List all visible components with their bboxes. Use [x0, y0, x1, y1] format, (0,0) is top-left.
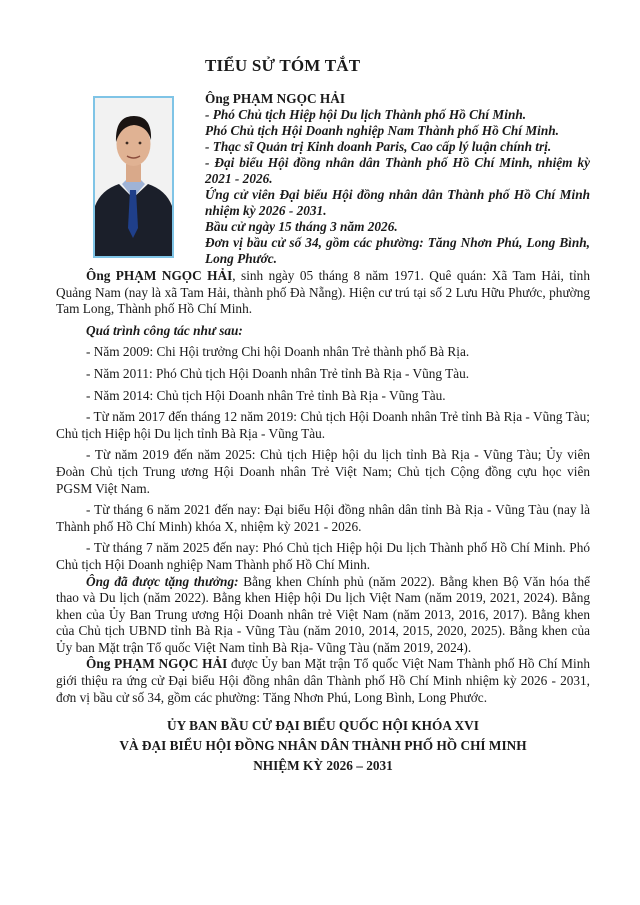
- work-item: - Từ năm 2019 đến năm 2025: Chủ tịch Hiệp hội du lịch tỉnh Bà Rịa - Vũng Tàu; Ủy viên Đoàn Chủ tịch Trung ương Hội Doanh nhân Trẻ Việt Nam; Chủ tịch Cộng đồng cựu học viên PGSM Việt Nam.: [56, 447, 590, 496]
- summary-line: - Phó Chủ tịch Hiệp hội Du lịch Thành phố Hồ Chí Minh.: [205, 107, 527, 122]
- committee-line: NHIỆM KỲ 2026 – 2031: [253, 758, 393, 773]
- intro-name: Ông PHẠM NGỌC HẢI: [86, 268, 233, 283]
- summary-line: - Thạc sĩ Quản trị Kinh doanh Paris, Cao cấp lý luận chính trị.: [205, 139, 552, 154]
- issuing-committee: [56, 716, 590, 776]
- intro-paragraph: [56, 268, 590, 318]
- nomination-paragraph: [56, 656, 590, 706]
- summary-line: Phó Chủ tịch Hội Doanh nghiệp Nam Thành phố Hồ Chí Minh.: [205, 123, 559, 138]
- work-heading: Quá trình công tác như sau:: [86, 322, 243, 338]
- summary-line: Đơn vị bầu cử số 34, gồm các phường: Tăng Nhơn Phú, Long Bình, Long Phước.: [205, 235, 590, 266]
- awards-heading: Ông đã được tặng thưởng:: [86, 573, 239, 589]
- awards-paragraph: [56, 574, 590, 657]
- work-item: - Năm 2011: Phó Chủ tịch Hội Doanh nhân Trẻ tỉnh Bà Rịa - Vũng Tàu.: [86, 365, 470, 381]
- summary-line: Ứng cử viên Đại biểu Hội đồng nhân dân Thành phố Hồ Chí Minh nhiệm kỳ 2026 - 2031.: [205, 187, 590, 218]
- candidate-name: Ông PHẠM NGỌC HẢI: [205, 91, 345, 106]
- nomination-text: được Ủy ban Mặt trận Tổ quốc Việt Nam Thành phố Hồ Chí Minh giới thiệu ra ứng cử Đại biểu Hội đồng nhân dân Thành phố Hồ Chí Minh nhiệm kỳ 2026 - 2031, đơn vị bầu cử số 34, gồm các phường: Tăng Nhơn Phú, Long Bình, Long Phước.: [56, 656, 590, 705]
- summary-line: Bầu cử ngày 15 tháng 3 năm 2026.: [205, 219, 398, 234]
- work-item: - Năm 2014: Chủ tịch Hội Doanh nhân Trẻ tỉnh Bà Rịa - Vũng Tàu.: [86, 387, 446, 403]
- committee-line: ỦY BAN BẦU CỬ ĐẠI BIỂU QUỐC HỘI KHÓA XVI: [167, 718, 479, 733]
- work-item: - Từ tháng 6 năm 2021 đến nay: Đại biểu Hội đồng nhân dân tỉnh Bà Rịa - Vũng Tàu (nay là Thành phố Hồ Chí Minh) khóa X, nhiệm kỳ 2021 - 2026.: [56, 502, 590, 534]
- nomination-name: Ông PHẠM NGỌC HẢI: [86, 656, 228, 672]
- portrait-image: [95, 98, 172, 256]
- document-title: TIỂU SỬ TÓM TẮT: [205, 56, 361, 75]
- intro-text: , sinh ngày 05 tháng 8 năm 1971. Quê quán: Xã Tam Hải, tỉnh Quảng Nam (nay là xã Tam Hải, thành phố Đà Nẵng). Hiện cư trú tại số 2 Lưu Hữu Phước, phường Tam Long, Thành phố Hồ Chí Minh.: [56, 268, 590, 317]
- work-item: - Năm 2009: Chi Hội trưởng Chi hội Doanh nhân Trẻ thành phố Bà Rịa.: [86, 344, 470, 360]
- biography-body: [56, 268, 590, 706]
- portrait-photo: [93, 96, 174, 258]
- summary-line: - Đại biểu Hội đồng nhân dân Thành phố Hồ Chí Minh, nhiệm kỳ 2021 - 2026.: [205, 155, 590, 186]
- awards-text: Bằng khen Chính phủ (năm 2022). Bằng khen Bộ Văn hóa thể thao và Du lịch (năm 2022). Bằng khen Hiệp hội Du lịch Việt Nam (năm 2019, 2021, 2024). Bằng khen của Ủy Ban Trung ương Hội Doanh nhân trẻ Việt Nam (năm 2013, 2016, 2017). Bằng khen của Chủ tịch UBND tỉnh Bà Rịa - Vũng Tàu (năm 2010, 2014, 2015, 2020, 2025). Bằng khen của Ủy ban Mặt trận Tổ quốc Việt Nam tỉnh Bà Rịa- Vũng Tàu (năm 2019, 2024).: [56, 573, 590, 655]
- summary-block: [205, 91, 590, 267]
- work-item: - Từ tháng 7 năm 2025 đến nay: Phó Chủ tịch Hiệp hội Du lịch Thành phố Hồ Chí Minh. Phó Chủ tịch Hội Doanh nghiệp Nam Thành phố Hồ Chí Minh.: [56, 540, 590, 572]
- committee-line: VÀ ĐẠI BIỂU HỘI ĐỒNG NHÂN DÂN THÀNH PHỐ HỒ CHÍ MINH: [119, 738, 527, 753]
- work-item: - Từ năm 2017 đến tháng 12 năm 2019: Chủ tịch Hội Doanh nhân Trẻ tỉnh Bà Rịa - Vũng Tàu; Chủ tịch Hiệp hội Du lịch tỉnh Bà Rịa - Vũng Tàu.: [56, 409, 590, 441]
